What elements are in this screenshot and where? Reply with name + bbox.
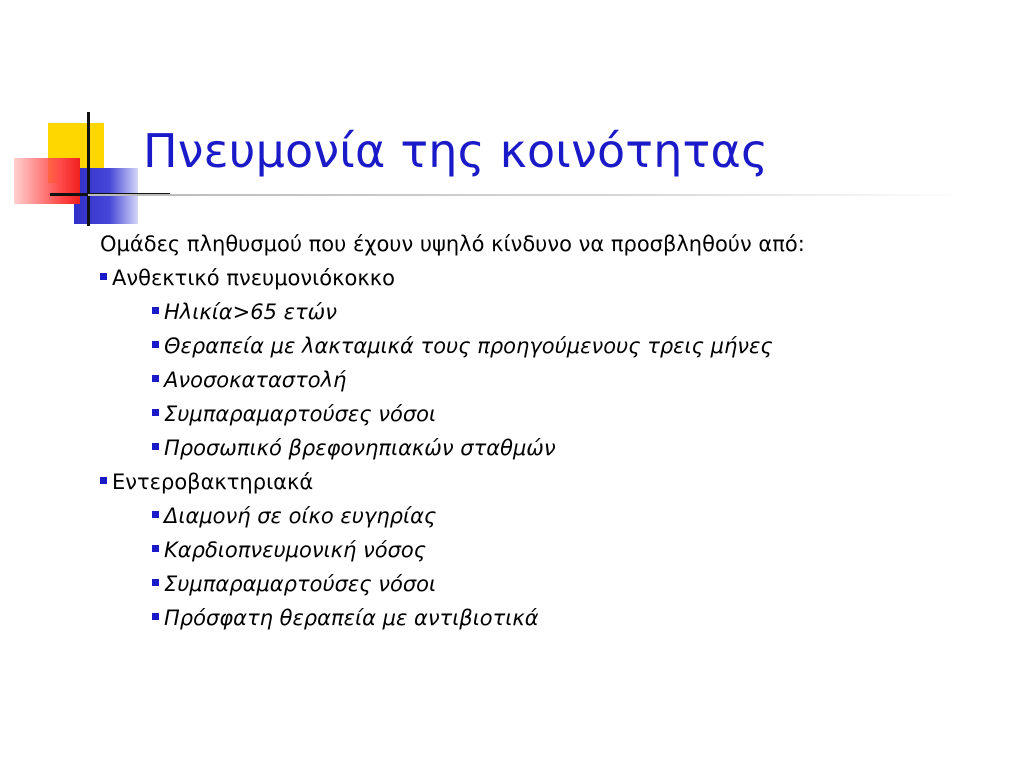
list-item-text: Καρδιοπνευμονική νόσος xyxy=(164,538,427,562)
group-label: Ανθεκτικό πνευμονιόκοκκο xyxy=(112,266,395,290)
list-item xyxy=(152,331,773,361)
square-bullet-icon xyxy=(152,341,159,348)
square-bullet-icon xyxy=(152,409,159,416)
list-item-text: Συμπαραμαρτούσες νόσοι xyxy=(164,402,437,426)
list-item xyxy=(152,297,337,327)
list-item xyxy=(152,365,346,395)
slide-title: Πνευμονία της κοινότητας xyxy=(143,124,769,178)
list-item xyxy=(152,501,436,531)
intro-text: Ομάδες πληθυσμού που έχουν υψηλό κίνδυνο να προσβληθούν από: xyxy=(100,232,805,256)
list-item-text: Ανοσοκαταστολή xyxy=(164,368,347,392)
square-bullet-icon xyxy=(100,273,107,280)
vertical-line-icon xyxy=(87,112,90,226)
blue-square-icon xyxy=(74,168,138,224)
list-item xyxy=(152,603,539,633)
list-item-text: Ηλικία>65 ετών xyxy=(164,300,337,324)
square-bullet-icon xyxy=(100,477,107,484)
list-item-text: Θεραπεία με λακταμικά τους προηγούμενους τρεις μήνες xyxy=(164,334,773,358)
list-item xyxy=(152,569,436,599)
title-divider xyxy=(88,194,968,196)
red-square-icon xyxy=(14,158,80,204)
square-bullet-icon xyxy=(152,443,159,450)
list-item-text: Προσωπικό βρεφονηπιακών σταθμών xyxy=(164,436,556,460)
square-bullet-icon xyxy=(152,307,159,314)
list-item-text: Συμπαραμαρτούσες νόσοι xyxy=(164,572,437,596)
list-item-text: Διαμονή σε οίκο ευγηρίας xyxy=(164,504,437,528)
list-item-text: Πρόσφατη θεραπεία με αντιβιοτικά xyxy=(164,606,539,630)
square-bullet-icon xyxy=(152,545,159,552)
list-item xyxy=(152,399,436,429)
bullet-group-enterobacteria xyxy=(100,467,313,497)
square-bullet-icon xyxy=(152,375,159,382)
square-bullet-icon xyxy=(152,613,159,620)
group-label: Εντεροβακτηριακά xyxy=(112,470,314,494)
colored-squares-logo-icon xyxy=(0,0,170,240)
list-item xyxy=(152,535,426,565)
square-bullet-icon xyxy=(152,511,159,518)
bullet-group-pneumococcus xyxy=(100,263,395,293)
square-bullet-icon xyxy=(152,579,159,586)
list-item xyxy=(152,433,556,463)
